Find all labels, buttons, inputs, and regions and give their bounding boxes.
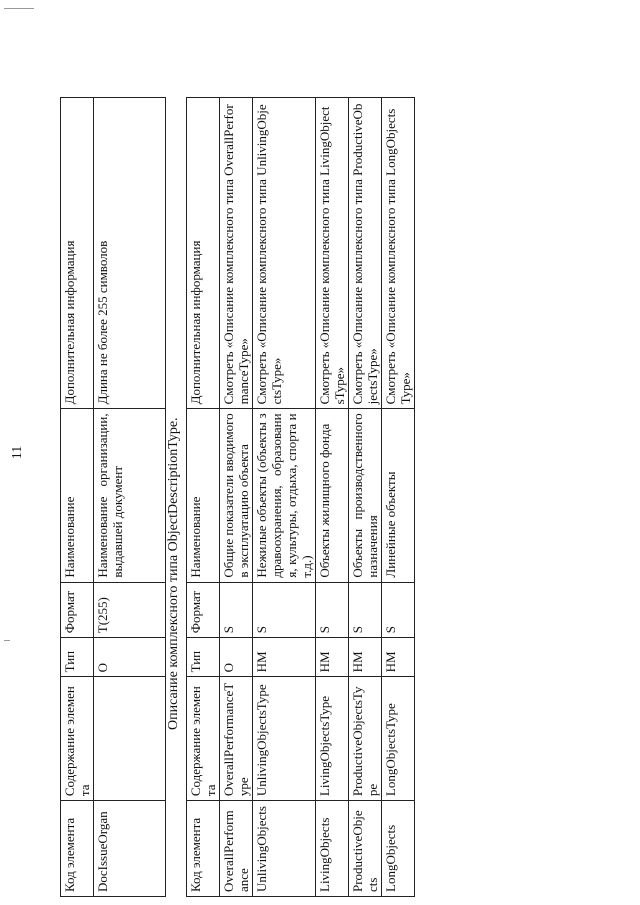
table-caption: Описание комплексного типа ObjectDescriptionType.: [166, 417, 181, 730]
table-cell: DocIssueOrgan: [94, 801, 166, 897]
table-cell: Смотреть «Описание комплексного типа OverallPerformanceType»: [220, 98, 253, 409]
table-cell: S: [316, 582, 349, 638]
table-cell: ProductiveObjectsType: [349, 677, 382, 801]
table-row: [94, 98, 166, 897]
table-cell: НМ: [316, 638, 349, 677]
table-cell: НМ: [349, 638, 382, 677]
table-cell: UnlivingObjectsType: [253, 677, 316, 801]
table-cell: Общие показатели вводимого в эксплуатацию объекта: [220, 409, 253, 582]
header-cell: Содержание элемента: [61, 677, 94, 801]
table-cell: Наименование организации, выдавшей документ: [94, 409, 166, 582]
table-cell: Объекты производственного назначения: [349, 409, 382, 582]
table-cell: Смотреть «Описание комплексного типа LivingObjectsType»: [316, 98, 349, 409]
header-cell: Наименование: [187, 409, 220, 582]
table-cell: LongObjectsType: [382, 677, 415, 801]
table-cell: Смотреть «Описание комплексного типа LongObjectsType»: [382, 98, 415, 409]
header-cell: Дополнительная информация: [61, 98, 94, 409]
table-row: [220, 98, 253, 897]
table-cell: UnlivingObjects: [253, 801, 316, 897]
table-cell: S: [349, 582, 382, 638]
table-docissue: [60, 97, 166, 897]
table-cell: OverallPerformance: [220, 801, 253, 897]
table-cell: O: [94, 638, 166, 677]
header-cell: Тип: [61, 638, 94, 677]
header-cell: Код элемента: [61, 801, 94, 897]
header-cell: Тип: [187, 638, 220, 677]
table-cell: LivingObjectsType: [316, 677, 349, 801]
header-cell: Формат: [61, 582, 94, 638]
table-cell: Нежилые объекты (объекты здравоохранения, образования, культуры, отдыха, спорта и т.д.): [253, 409, 316, 582]
table-cell: Линейные объекты: [382, 409, 415, 582]
table-cell: T(255): [94, 582, 166, 638]
table-cell: LongObjects: [382, 801, 415, 897]
table-cell: Объекты жилищного фонда: [316, 409, 349, 582]
page-number: 11: [10, 445, 25, 460]
table-cell: S: [253, 582, 316, 638]
header-cell: Содержание элемента: [187, 677, 220, 801]
table-cell: Длина не более 255 символов: [94, 98, 166, 409]
table-header-row: [187, 98, 220, 897]
table-cell: [94, 677, 166, 801]
table-cell: S: [220, 582, 253, 638]
table-cell: НМ: [382, 638, 415, 677]
table-cell: O: [220, 638, 253, 677]
table-cell: Смотреть «Описание комплексного типа UnlivingObjectsType»: [253, 98, 316, 409]
header-cell: Код элемента: [187, 801, 220, 897]
table-row: [253, 98, 316, 897]
header-cell: Дополнительная информация: [187, 98, 220, 409]
table-cell: OverallPerformanceType: [220, 677, 253, 801]
table-cell: LivingObjects: [316, 801, 349, 897]
header-cell: Формат: [187, 582, 220, 638]
table-row: [349, 98, 382, 897]
table-row: [316, 98, 349, 897]
table-cell: S: [382, 582, 415, 638]
header-cell: Наименование: [61, 409, 94, 582]
table-cell: ProductiveObjects: [349, 801, 382, 897]
table-cell: НМ: [253, 638, 316, 677]
table-cell: Смотреть «Описание комплексного типа ProductiveObjectsType»: [349, 98, 382, 409]
table-objectdescription: [186, 97, 415, 897]
table-row: [382, 98, 415, 897]
table-header-row: [61, 98, 94, 897]
